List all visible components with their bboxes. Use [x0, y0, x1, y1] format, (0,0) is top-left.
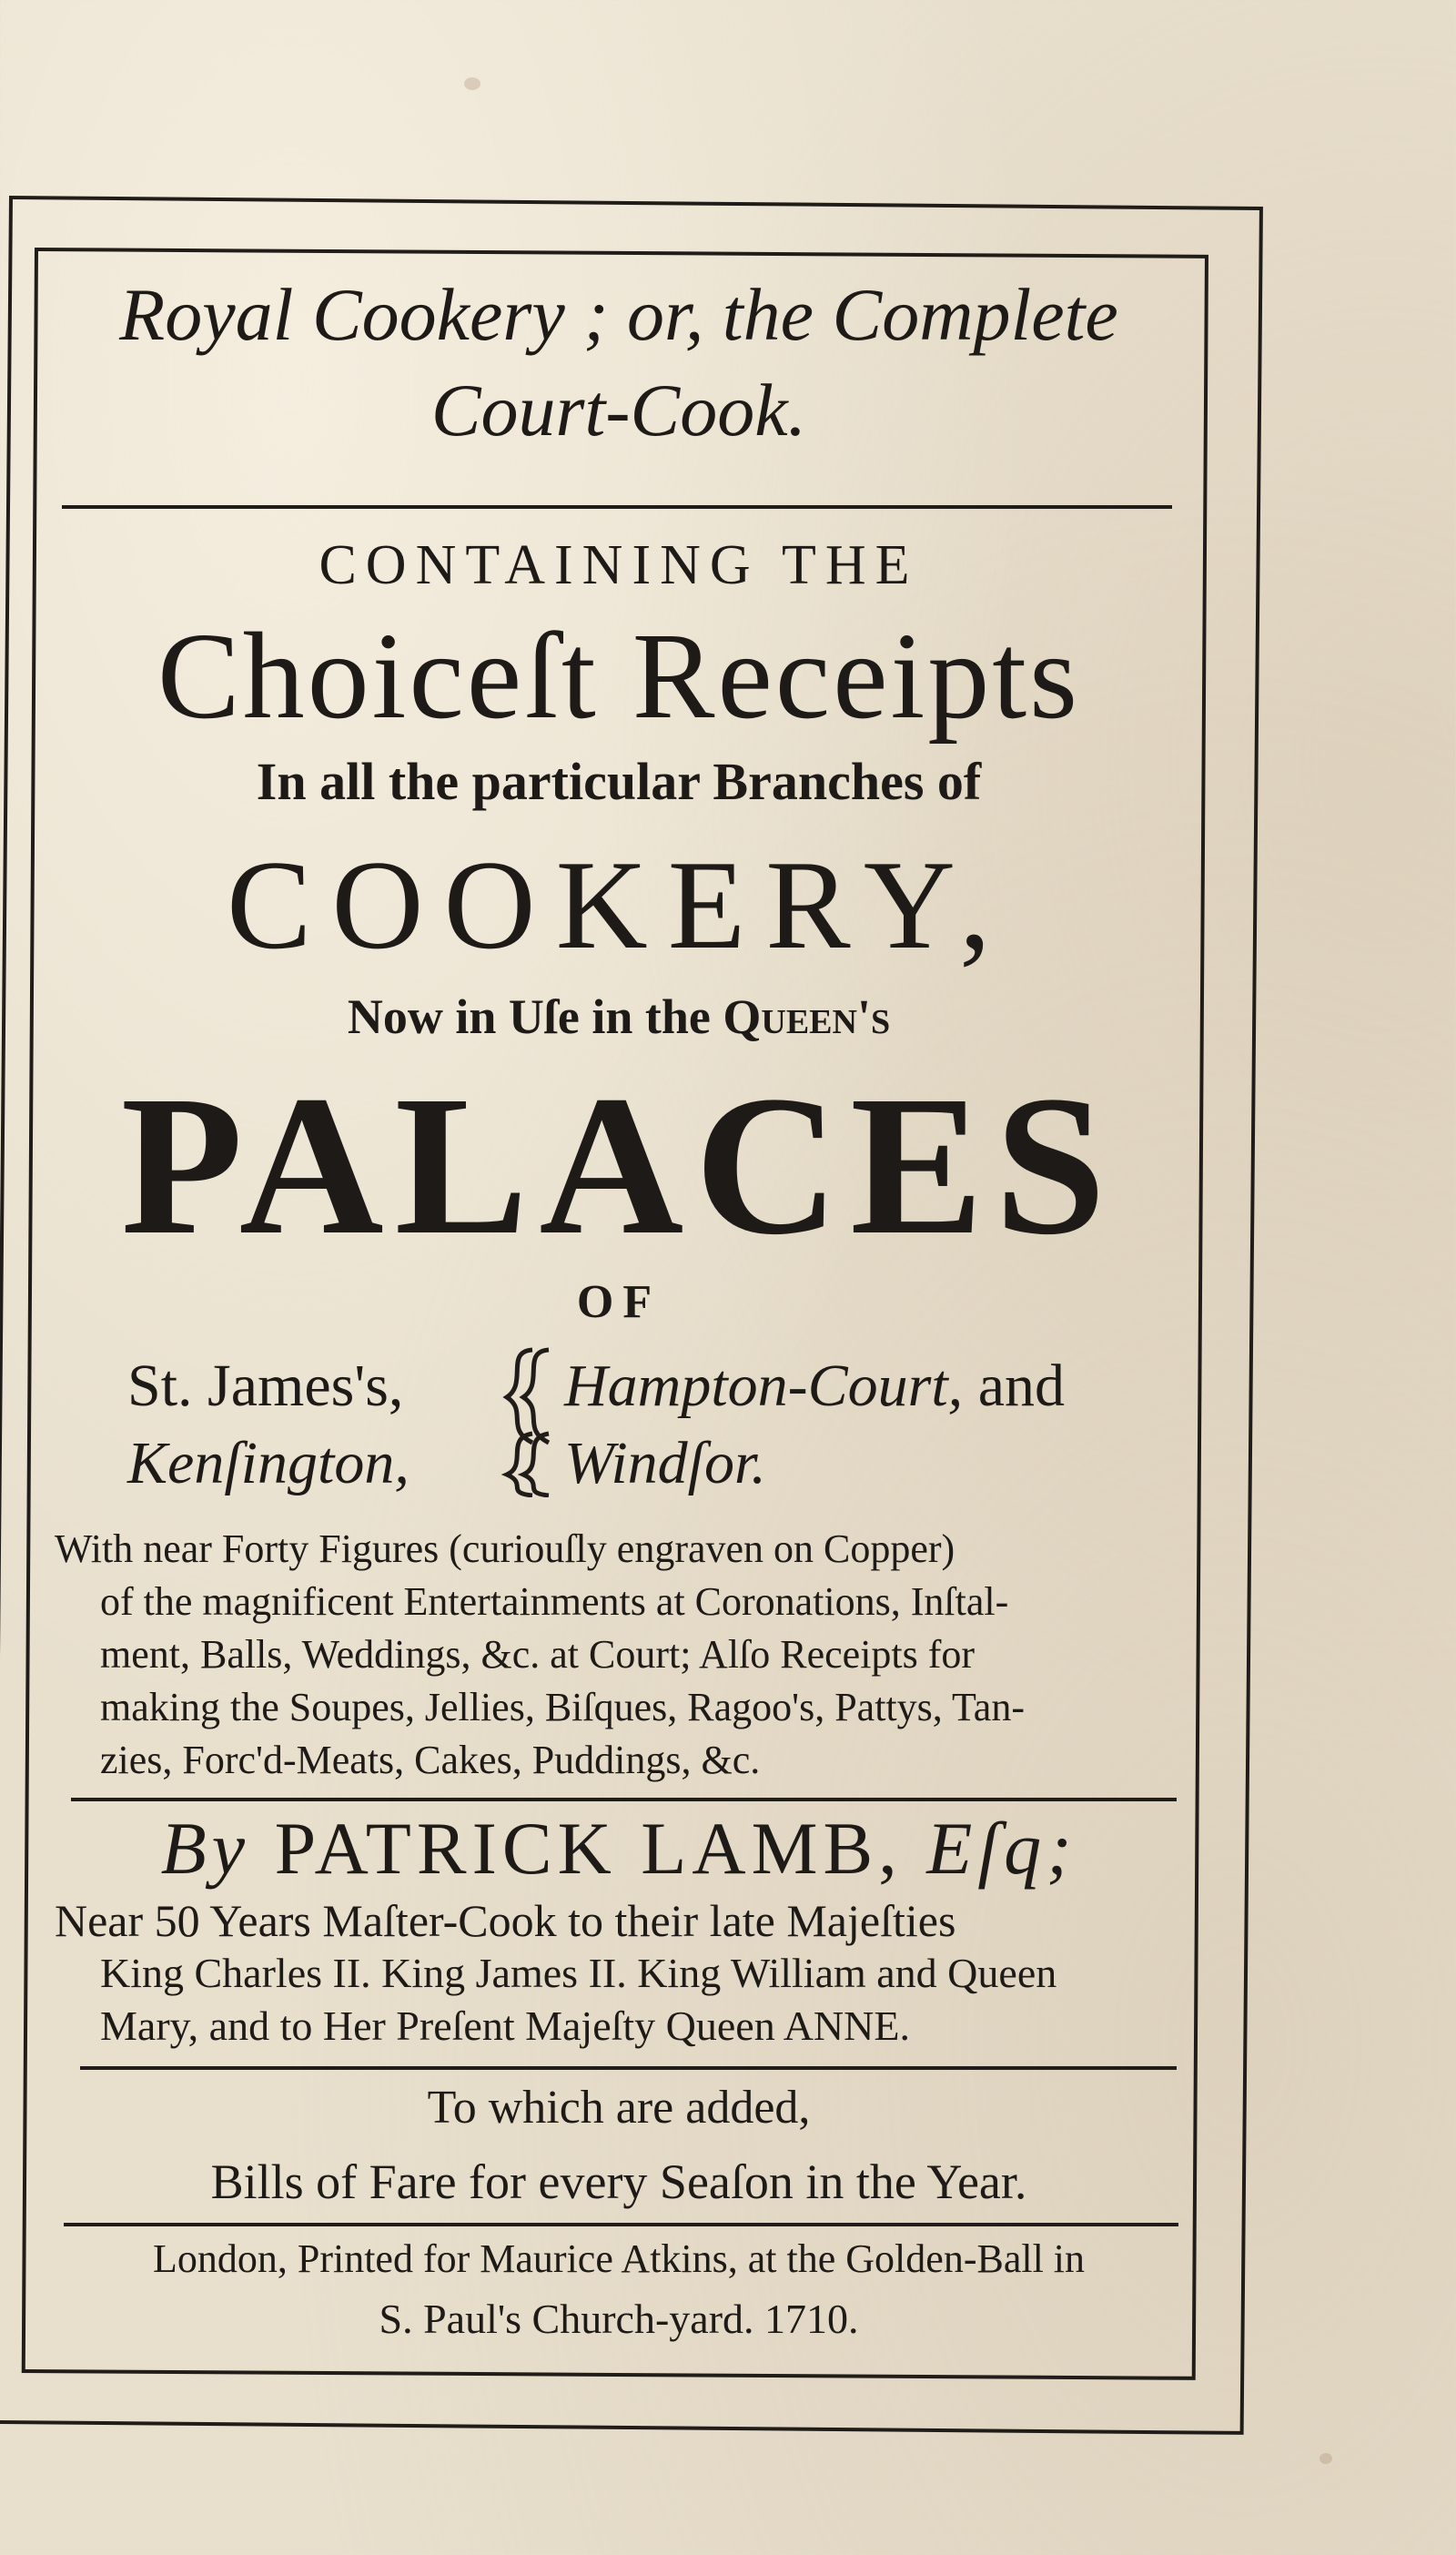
- palaces-heading: PALACES: [120, 1054, 1117, 1276]
- of-heading: OF: [576, 1276, 662, 1328]
- description-line-5: zies, Forc'd-Meats, Cakes, Puddings, &c.: [100, 1738, 761, 1782]
- author-credentials-line-1: Near 50 Years Maſter-Cook to their late Majeſties: [55, 1895, 956, 1946]
- containing-heading: CONTAINING THE: [318, 534, 919, 596]
- author-name: PATRICK LAMB,: [274, 1807, 903, 1890]
- place-kensington: Kenſington,: [127, 1430, 410, 1496]
- main-title-line-1: Royal Cookery ; or, the Complete: [119, 273, 1118, 356]
- foxing-spot: [1320, 2453, 1332, 2464]
- author-credentials-line-3: Mary, and to Her Preſent Majeſty Queen ANNE.: [100, 2002, 910, 2049]
- description-rule: [71, 1798, 1177, 1801]
- description-line-1: With near Forty Figures (curiouſly engraven on Copper): [55, 1526, 956, 1571]
- brace-ornament: [496, 1343, 551, 1497]
- description-line-4: making the Soupes, Jellies, Biſques, Ragoo's, Pattys, Tan-: [100, 1685, 1025, 1729]
- now-in-use-line: [55, 989, 1183, 1044]
- author-credentials-line-2: King Charles II. King James II. King William and Queen: [100, 1950, 1057, 1996]
- main-title-line-2: Court-Cook.: [430, 369, 807, 451]
- foxing-spot: [464, 77, 480, 90]
- author-by: By: [160, 1807, 251, 1890]
- author-line: [55, 1807, 1183, 1890]
- place-st-james: St. James's,: [127, 1353, 404, 1419]
- now-in-use-text: Now in Uſe in the: [347, 989, 711, 1044]
- cookery-heading: COOKERY,: [227, 835, 1011, 976]
- choicest-receipts-heading: Choiceſt Receipts: [157, 608, 1081, 745]
- place-windsor: Windſor.: [564, 1430, 766, 1496]
- description-line-2: of the magnificent Entertainments at Coronations, Inſtal-: [100, 1579, 1009, 1624]
- place-hampton-court: Hampton-Court, and: [564, 1353, 1065, 1419]
- imprint-line-2: S. Paul's Church-yard. 1710.: [379, 2296, 859, 2342]
- title-rule: [62, 505, 1172, 509]
- imprint-line-1: London, Printed for Maurice Atkins, at the Golden-Ball in: [152, 2236, 1086, 2281]
- branches-line: In all the particular Branches of: [256, 752, 982, 811]
- author-esq: Eſq;: [926, 1807, 1077, 1890]
- addition-line-1: To which are added,: [427, 2082, 811, 2134]
- addition-line-2: Bills of Fare for every Seaſon in the Year.: [210, 2155, 1027, 2209]
- queens-text: Queen's: [723, 989, 891, 1044]
- description-line-3: ment, Balls, Weddings, &c. at Court; Alſo Receipts for: [100, 1632, 976, 1677]
- author-rule: [80, 2066, 1177, 2070]
- addition-rule: [64, 2223, 1178, 2226]
